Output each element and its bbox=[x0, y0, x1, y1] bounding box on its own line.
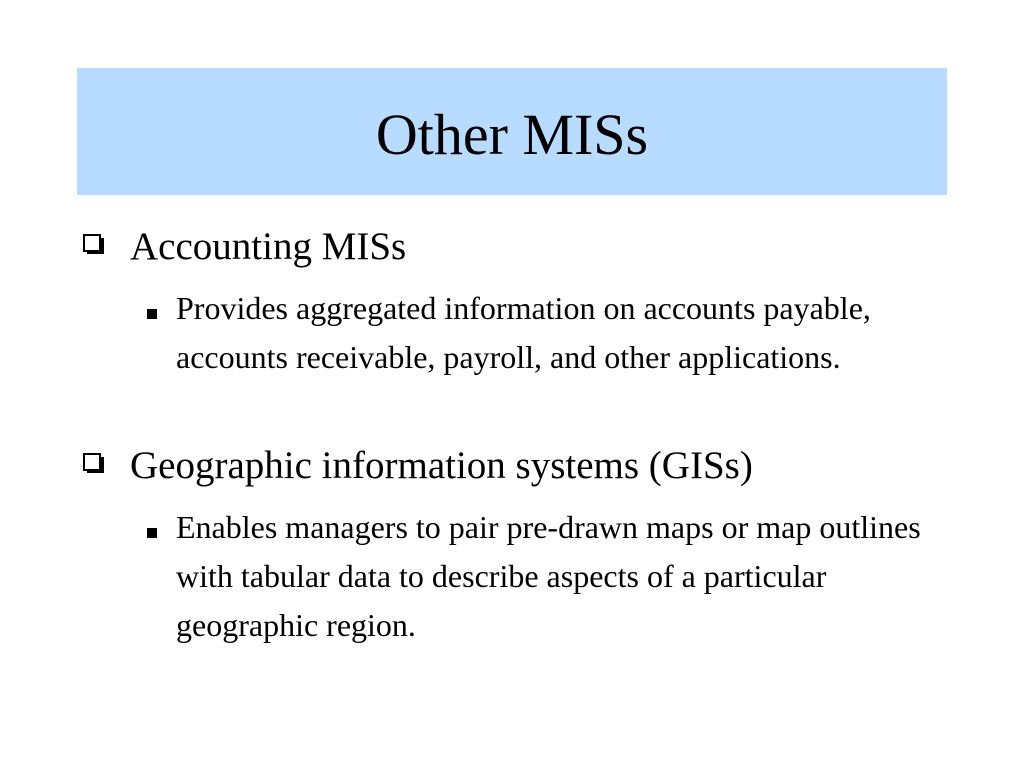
sub-bullet-item-accounting bbox=[147, 290, 947, 382]
sub-bullet-text: Provides aggregated information on accounts payable, accounts receivable, payroll, and other applications. bbox=[176, 290, 871, 375]
bullet-item-accounting bbox=[82, 224, 982, 270]
square-bullet-icon bbox=[147, 528, 157, 538]
hollow-box-bullet-icon bbox=[82, 449, 116, 483]
bullet-heading: Geographic information systems (GISs) bbox=[130, 444, 753, 487]
square-bullet-icon bbox=[147, 309, 157, 319]
sub-bullet-item-gis bbox=[147, 509, 947, 650]
slide-title: Other MISs bbox=[375, 101, 649, 167]
title-banner bbox=[77, 68, 947, 195]
bullet-item-gis bbox=[82, 443, 982, 489]
bullet-heading: Accounting MISs bbox=[130, 225, 407, 268]
hollow-box-bullet-icon bbox=[82, 230, 116, 264]
sub-bullet-text: Enables managers to pair pre-drawn maps or map outlines with tabular data to describe aspects of a particular geographic region. bbox=[176, 509, 921, 643]
